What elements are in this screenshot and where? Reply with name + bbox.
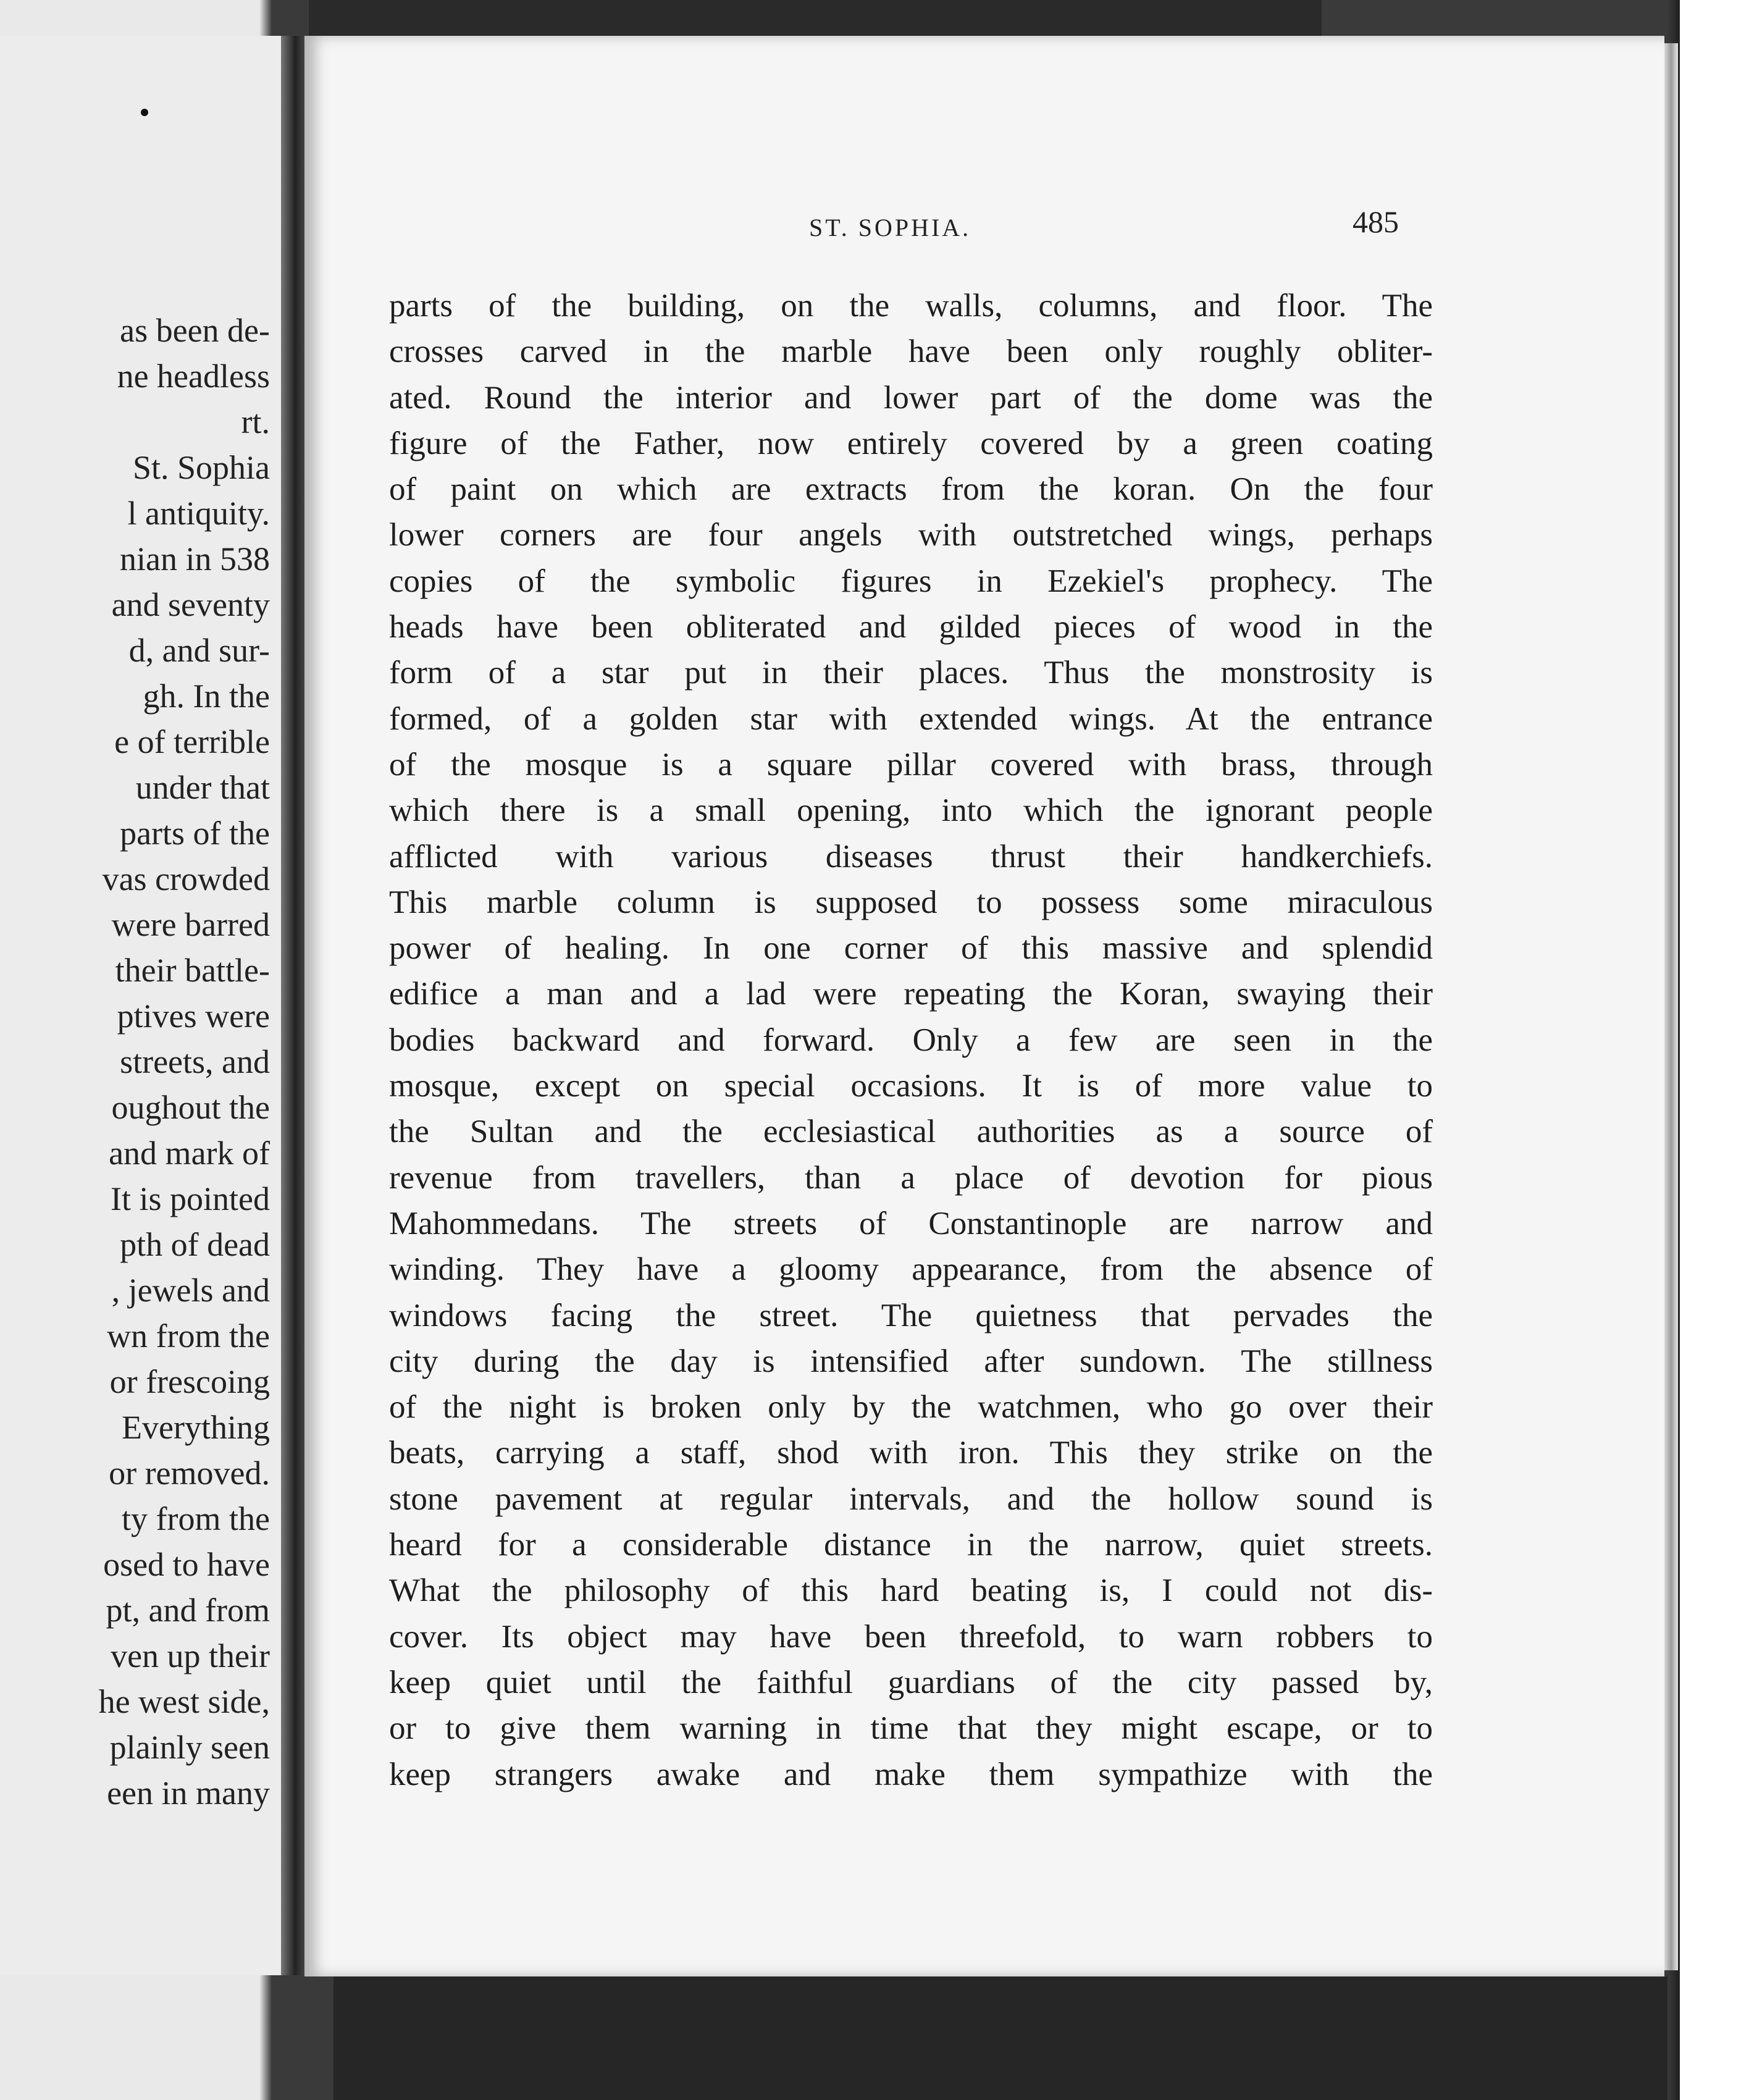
facing-page-line: It is pointed <box>111 1180 270 1217</box>
text-line: formed, of a golden star with extended wings. At the entrance <box>389 700 1433 737</box>
facing-page-line: Everything <box>122 1409 270 1446</box>
facing-page-line: or frescoing <box>109 1363 270 1400</box>
text-line: beats, carrying a staff, shod with iron. This they strike on the <box>389 1435 1433 1471</box>
text-line: mosque, except on special occasions. It is of more value to <box>389 1068 1433 1104</box>
book-top-edge <box>309 0 1322 36</box>
ink-dot <box>141 109 148 116</box>
page-edge <box>1664 43 1678 1970</box>
text-line: heads have been obliterated and gilded pieces of wood in the <box>389 609 1433 645</box>
text-line: of the mosque is a square pillar covered with brass, through <box>389 746 1433 783</box>
text-line: city during the day is intensified after sundown. The stillness <box>389 1343 1433 1379</box>
text-line: heard for a considerable distance in the narrow, quiet streets. <box>389 1527 1433 1563</box>
text-line: or to give them warning in time that they might escape, or to <box>389 1710 1433 1747</box>
running-head: ST. SOPHIA. <box>809 214 971 242</box>
text-line: of paint on which are extracts from the koran. On the four <box>389 471 1433 508</box>
facing-page-line: oughout the <box>111 1089 270 1126</box>
text-line: which there is a small opening, into which the ignorant people <box>389 792 1433 829</box>
facing-page-line: vas crowded <box>102 860 270 897</box>
facing-page-line: , jewels and <box>111 1272 270 1309</box>
facing-page-line: e of terrible <box>114 723 270 760</box>
facing-page <box>0 36 281 1975</box>
text-line: stone pavement at regular intervals, and the hollow sound is <box>389 1480 1433 1517</box>
text-line: keep strangers awake and make them sympathize with the <box>389 1756 1433 1792</box>
text-line: This marble column is supposed to possess some miraculous <box>389 884 1433 920</box>
facing-page-line: wn from the <box>107 1317 270 1354</box>
facing-page-line: ptives were <box>117 998 270 1035</box>
text-line: afflicted with various diseases thrust their handkerchiefs. <box>389 838 1433 875</box>
book-bottom-edge <box>333 1976 1667 2100</box>
text-line: form of a star put in their places. Thus the monstrosity is <box>389 655 1433 691</box>
facing-page-line: parts of the <box>120 815 270 852</box>
facing-page-line: een in many <box>107 1774 270 1812</box>
facing-page-line: as been de- <box>120 312 270 349</box>
facing-page-line: nian in 538 <box>120 540 270 578</box>
text-line: lower corners are four angels with outstretched wings, perhaps <box>389 517 1433 553</box>
text-line: edifice a man and a lad were repeating the Koran, swaying their <box>389 976 1433 1012</box>
facing-page-line: and seventy <box>111 586 270 623</box>
page-number: 485 <box>1353 204 1399 239</box>
body-text <box>389 283 1433 1797</box>
facing-page-line: pt, and from <box>106 1592 270 1629</box>
text-line: Mahommedans. The streets of Constantinople are narrow and <box>389 1205 1433 1241</box>
facing-page-line: and mark of <box>109 1135 270 1172</box>
facing-page-line: ven up their <box>111 1637 270 1674</box>
facing-page-line: l antiquity. <box>127 495 270 532</box>
facing-page-line: gh. In the <box>143 678 270 715</box>
text-line: bodies backward and forward. Only a few are seen in the <box>389 1022 1433 1058</box>
text-line: winding. They have a gloomy appearance, from the absence of <box>389 1251 1433 1288</box>
facing-page-line: or removed. <box>109 1455 270 1492</box>
text-line: keep quiet until the faithful guardians of the city passed by, <box>389 1664 1433 1700</box>
facing-page-line: d, and sur- <box>128 632 270 669</box>
facing-page-line: ne headless <box>117 358 270 395</box>
facing-page-line: pth of dead <box>120 1226 270 1263</box>
text-line: the Sultan and the ecclesiastical authorities as a source of <box>389 1114 1433 1150</box>
facing-page-line: their battle- <box>115 952 270 989</box>
facing-page-text <box>0 308 270 1816</box>
facing-page-line: he west side, <box>98 1683 270 1720</box>
scan-margin-right <box>1680 0 1749 2100</box>
facing-page-line: osed to have <box>103 1546 270 1583</box>
text-line: What the philosophy of this hard beating is, I could not dis- <box>389 1573 1433 1609</box>
text-line: figure of the Father, now entirely covered by a green coating <box>389 425 1433 461</box>
facing-page-line: ty from the <box>122 1500 270 1537</box>
text-line: power of healing. In one corner of this massive and splendid <box>389 930 1433 967</box>
facing-page-line: under that <box>135 769 270 806</box>
facing-page-line: St. Sophia <box>132 449 270 486</box>
text-line: of the night is broken only by the watchmen, who go over their <box>389 1389 1433 1426</box>
text-line: copies of the symbolic figures in Ezekiel's prophecy. The <box>389 563 1433 599</box>
facing-page-line: were barred <box>111 906 270 943</box>
text-line: cover. Its object may have been threefold, to warn robbers to <box>389 1618 1433 1655</box>
text-line: parts of the building, on the walls, columns, and floor. The <box>389 288 1433 324</box>
text-line: windows facing the street. The quietness that pervades the <box>389 1297 1433 1334</box>
facing-page-line: plainly seen <box>109 1729 270 1766</box>
facing-page-line: rt. <box>241 403 270 440</box>
book-gutter <box>281 36 304 1975</box>
text-line: revenue from travellers, than a place of devotion for pious <box>389 1159 1433 1196</box>
text-line: crosses carved in the marble have been only roughly obliter- <box>389 334 1433 370</box>
text-line: ated. Round the interior and lower part of the dome was the <box>389 379 1433 416</box>
facing-page-line: streets, and <box>120 1043 270 1080</box>
